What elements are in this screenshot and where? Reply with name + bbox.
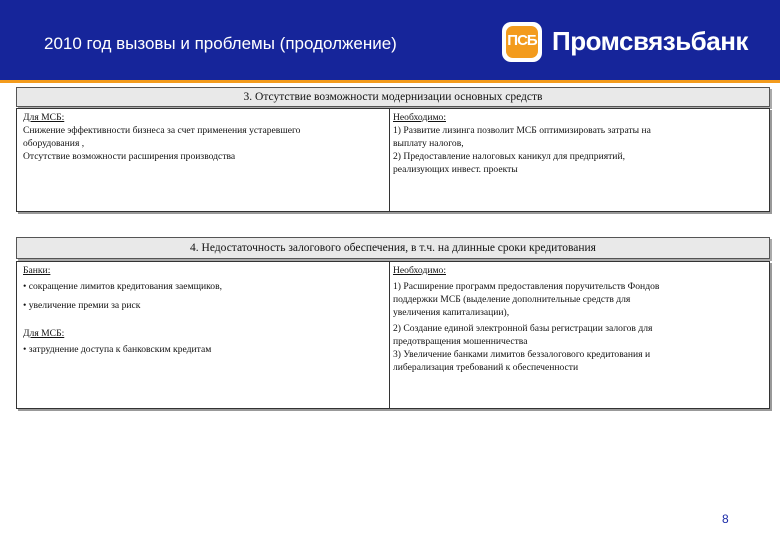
header-divider	[0, 80, 780, 83]
section1-right-column	[393, 111, 763, 176]
section1-left-column	[23, 111, 385, 163]
text-line: увеличения капитализации),	[393, 307, 510, 318]
section1-body	[16, 108, 770, 212]
text-line: Снижение эффективности бизнеса за счет применения устаревшего	[23, 125, 301, 136]
text-line: реализующих инвест. проекты	[393, 164, 518, 175]
text-line: 2) Предоставление налоговых каникул для предприятий,	[393, 151, 625, 162]
text-line: поддержки МСБ (выделение дополнительные средств для	[393, 294, 631, 305]
text-line: Отсутствие возможности расширения производства	[23, 151, 236, 162]
list-item: • сокращение лимитов кредитования заемщиков,	[23, 281, 223, 292]
text-line: 1) Развитие лизинга позволит МСБ оптимизировать затраты на	[393, 125, 651, 136]
section1-right-heading: Необходимо:	[393, 112, 446, 123]
bank-logo-icon: ПСБ	[502, 22, 542, 62]
section2-title: 4. Недостаточность залогового обеспечения, в т.ч. на длинные сроки кредитования	[16, 237, 770, 259]
list-item: • увеличение премии за риск	[23, 300, 141, 311]
text-line: 2) Создание единой электронной базы регистрации залогов для	[393, 323, 653, 334]
section1-left-heading: Для МСБ:	[23, 112, 65, 123]
page-title: 2010 год вызовы и проблемы (продолжение)	[44, 34, 397, 53]
text-line: либерализация требований к обеспеченности	[393, 362, 579, 373]
text-line: предотвращения мошенничества	[393, 336, 528, 347]
text-line: оборудования ,	[23, 138, 85, 149]
bank-logo-text: Промсвязьбанк	[552, 26, 748, 56]
list-item: • затруднение доступа к банковским кредитам	[23, 344, 212, 355]
section2-body	[16, 261, 770, 409]
column-divider	[389, 109, 390, 211]
text-line: выплату налогов,	[393, 138, 464, 149]
column-divider	[389, 262, 390, 408]
section1-title: 3. Отсутствие возможности модернизации основных средств	[16, 87, 770, 107]
page-number: 8	[722, 512, 729, 526]
header-bar	[0, 0, 780, 80]
section2-right-column	[393, 264, 763, 374]
section2-left-column	[23, 264, 385, 356]
text-line: 3) Увеличение банками лимитов беззалогового кредитования и	[393, 349, 651, 360]
section2-msb-heading: Для МСБ:	[23, 328, 65, 339]
text-line: 1) Расширение программ предоставления поручительств Фондов	[393, 281, 660, 292]
section2-right-heading: Необходимо:	[393, 265, 446, 276]
section2-banks-heading: Банки:	[23, 265, 51, 276]
